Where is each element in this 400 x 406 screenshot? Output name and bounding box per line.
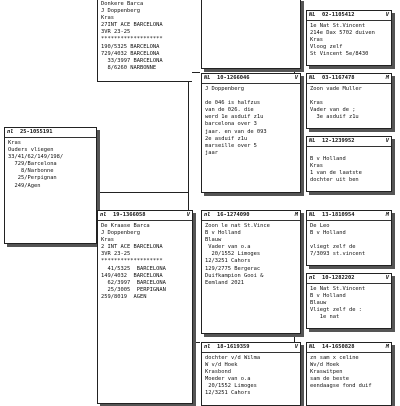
gg-5-sex: V	[385, 275, 389, 281]
gg-4-ring: 13-1810954	[322, 212, 355, 218]
gg-box-5[interactable]	[306, 273, 392, 329]
text-line: marseille over 5	[205, 142, 257, 149]
sire-header	[98, 211, 192, 221]
text-line: Kras	[101, 15, 114, 22]
text-line: Donkere Barca	[101, 1, 144, 7]
dam-sire-header	[202, 74, 300, 84]
text-line: Eemland 2021	[205, 279, 244, 286]
text-line: Moeder van o.a	[205, 376, 251, 383]
gg-4-header	[307, 211, 391, 221]
gg-1-text	[307, 21, 391, 60]
text-line: 729/Barcelona	[8, 161, 57, 168]
text-line: Zoon le nat St.Vince	[205, 223, 270, 229]
text-line: Duifkampion Gooi &	[205, 272, 264, 279]
gg-2-ring: 03-1167478	[322, 75, 355, 81]
text-line: 149/4032 BARCELONA	[101, 272, 163, 279]
gg-6-text	[307, 353, 391, 392]
text-line: 25/Perpignan	[8, 175, 57, 182]
sire-sire-ring: 16-1274090	[217, 212, 250, 218]
dam-sire-prefix: NL	[204, 75, 211, 81]
gg-box-6[interactable]	[306, 342, 392, 406]
text-line: 249/Agen	[8, 182, 41, 189]
text-line: Ouders vliegen	[8, 147, 54, 154]
text-line: 62/3997 BARCELONA	[101, 279, 166, 286]
text-line: dochter v/d Wilma	[205, 355, 261, 361]
text-line: St Vincent 5e/8430	[310, 51, 369, 58]
text-line: van de 026. die	[205, 107, 254, 114]
sire-sire-box[interactable]	[201, 210, 301, 334]
text-line: De Kraase Barca	[101, 223, 150, 229]
text-line: B v Holland	[310, 230, 346, 237]
text-line: Vader van o.a	[205, 244, 251, 251]
gg-4-prefix: NL	[309, 212, 316, 218]
text-line: J Doppenberg	[101, 230, 140, 237]
text-line: 7/3093 st.vincent	[310, 251, 366, 258]
text-line: dochter uit ben	[310, 177, 359, 184]
text-line: sam de beste	[310, 376, 349, 383]
text-line: 3VR 23-25	[101, 251, 131, 258]
text-line	[310, 93, 388, 100]
text-line: Kras	[101, 237, 114, 244]
gg-3-prefix: NL	[309, 138, 316, 144]
sire-text	[98, 221, 192, 303]
sire-dam-ring: 18-1619359	[217, 344, 250, 350]
pigeon-ring: 25-1055191	[20, 129, 53, 135]
gg-3-sex: V	[385, 138, 389, 144]
gg-6-header	[307, 343, 391, 353]
connector-line	[95, 192, 188, 193]
text-line	[205, 93, 297, 100]
text-line: *******************	[101, 36, 163, 43]
text-line: zn sam x celine	[310, 355, 359, 361]
gg-2-sex: M	[385, 75, 389, 81]
text-line: Krasbond	[205, 369, 231, 376]
text-line: Vliegt zelf de :	[310, 307, 362, 314]
sire-sire-text	[202, 221, 300, 289]
text-line: de 046 is halfzus	[205, 100, 261, 107]
text-line: 1e Nat St.Vincent	[310, 23, 366, 29]
text-line: Vloog zelf	[310, 44, 343, 51]
text-line	[310, 237, 388, 244]
text-line: 8/Narbonne	[8, 168, 54, 175]
text-line: J Doppenberg	[205, 86, 244, 92]
text-line: 190/5325 BARCELONA	[101, 43, 160, 50]
text-line: 1 van de laatste	[310, 170, 362, 177]
sire-dam-header	[202, 343, 300, 353]
text-line: Blauw	[310, 300, 327, 307]
pigeon-text	[5, 138, 96, 192]
gg-box-3[interactable]	[306, 136, 392, 192]
gg-2-text	[307, 84, 391, 123]
text-line: 41/5325 BARCELONA	[101, 265, 166, 272]
text-line: Zoon vade Muller	[310, 86, 362, 92]
gg-3-ring: 12-1239952	[322, 138, 355, 144]
text-line: 12/3251 Cahors	[205, 390, 251, 397]
gg-5-ring: 10-1282202	[322, 275, 355, 281]
sire-dam-sex: V	[294, 344, 298, 350]
gg-box-1[interactable]	[306, 10, 392, 66]
text-line: B v Holland	[205, 230, 241, 237]
gg-box-2[interactable]	[306, 73, 392, 129]
sire-sire-sex: M	[294, 212, 298, 218]
gg-4-sex: M	[385, 212, 389, 218]
text-line: 8/6260 NARBONNE	[101, 64, 157, 71]
gg-1-prefix: NL	[309, 12, 316, 18]
text-line: vliegt zelf de	[310, 244, 356, 251]
dam-sire-box-2[interactable]	[201, 73, 301, 193]
text-line: 2 INT ACE BARCELONA	[101, 244, 163, 251]
dam-sire-ring: 10-1266046	[217, 75, 250, 81]
top-dam-text	[98, 0, 192, 74]
sire-ring: 19-1366058	[113, 212, 146, 218]
pigeon-prefix: nl	[7, 129, 14, 135]
text-line: Kras	[310, 163, 323, 170]
sire-box[interactable]	[97, 210, 193, 404]
gg-4-text	[307, 221, 391, 260]
text-line: Kras	[8, 140, 21, 146]
sire-dam-prefix: nl	[204, 344, 211, 350]
gg-6-prefix: NL	[309, 344, 316, 350]
gg-3-header	[307, 137, 391, 147]
text-line: Vader van de ;	[310, 107, 356, 114]
text-line: 1e Nat St.Vincent	[310, 286, 366, 292]
text-line: 33/41/62/149/198/	[8, 154, 64, 161]
gg-6-sex: M	[385, 344, 389, 350]
text-line: 259/8019 AGEN	[101, 293, 147, 300]
text-line: eendaagse fond duif	[310, 383, 372, 390]
text-line: B v Holland	[310, 293, 346, 300]
pigeon-box[interactable]	[4, 127, 97, 244]
text-line: werd 1e asduif z1u	[205, 114, 264, 121]
sire-dam-text	[202, 353, 300, 400]
gg-1-header	[307, 11, 391, 21]
top-dam-box[interactable]	[97, 0, 192, 82]
gg-1-sex: V	[385, 12, 389, 18]
gg-2-prefix: NL	[309, 75, 316, 81]
text-line: jaar	[205, 149, 218, 156]
text-line: Kras	[310, 37, 323, 44]
sire-dam-box[interactable]	[201, 342, 301, 406]
text-line: Kraswitpen	[310, 369, 343, 376]
dam-sire-box[interactable]	[201, 0, 301, 69]
text-line: 2e asduif z1u	[205, 135, 248, 142]
sire-prefix: nl	[100, 212, 107, 218]
text-line: De Leo	[310, 223, 330, 229]
text-line: 33/3997 BARCELONA	[101, 57, 163, 64]
gg-3-text	[307, 147, 391, 186]
text-line: Kras	[310, 100, 323, 107]
dam-sire-text	[202, 84, 300, 159]
gg-2-header	[307, 74, 391, 84]
gg-1-ring: 02-1105412	[322, 12, 355, 18]
gg-5-prefix: nl	[309, 275, 316, 281]
text-line: B v Holland	[310, 156, 346, 163]
text-line: W v/d Hoek	[205, 362, 238, 369]
pigeon-header	[5, 128, 96, 138]
text-line: 1e nat	[310, 314, 340, 321]
sire-sire-header	[202, 211, 300, 221]
gg-6-ring: 14-1650828	[322, 344, 355, 350]
sire-sex: V	[186, 212, 190, 218]
text-line: *******************	[101, 258, 163, 265]
text-line: 129/2775 Bergerac	[205, 265, 261, 272]
text-line: 214e Dax 5702 duiven	[310, 30, 375, 37]
text-line: jaar. en van de 093	[205, 128, 267, 135]
gg-box-4[interactable]	[306, 210, 392, 266]
dam-sire-sex: V	[294, 75, 298, 81]
text-line: 729/4032 BARCELONA	[101, 50, 160, 57]
text-line: 3e asduif z1u	[310, 114, 359, 121]
text-line: Wv/d Hoek	[310, 362, 340, 369]
text-line: 20/1552 Limoges	[205, 383, 257, 390]
gg-5-text	[307, 284, 391, 323]
text-line: 12/3251 Cahors	[205, 258, 251, 265]
sire-sire-prefix: nl	[204, 212, 211, 218]
text-line	[310, 149, 388, 156]
text-line: Blauw	[205, 237, 222, 244]
text-line: 20/1552 Limoges	[205, 251, 261, 258]
text-line: J Doppenberg	[101, 8, 140, 15]
text-line: barcelona over 3	[205, 121, 257, 128]
text-line: 25/3005 PERPIGNAN	[101, 286, 166, 293]
gg-5-header	[307, 274, 391, 284]
text-line: 3VR 23-25	[101, 29, 131, 36]
text-line: 27INT ACE BARCELONA	[101, 22, 163, 29]
